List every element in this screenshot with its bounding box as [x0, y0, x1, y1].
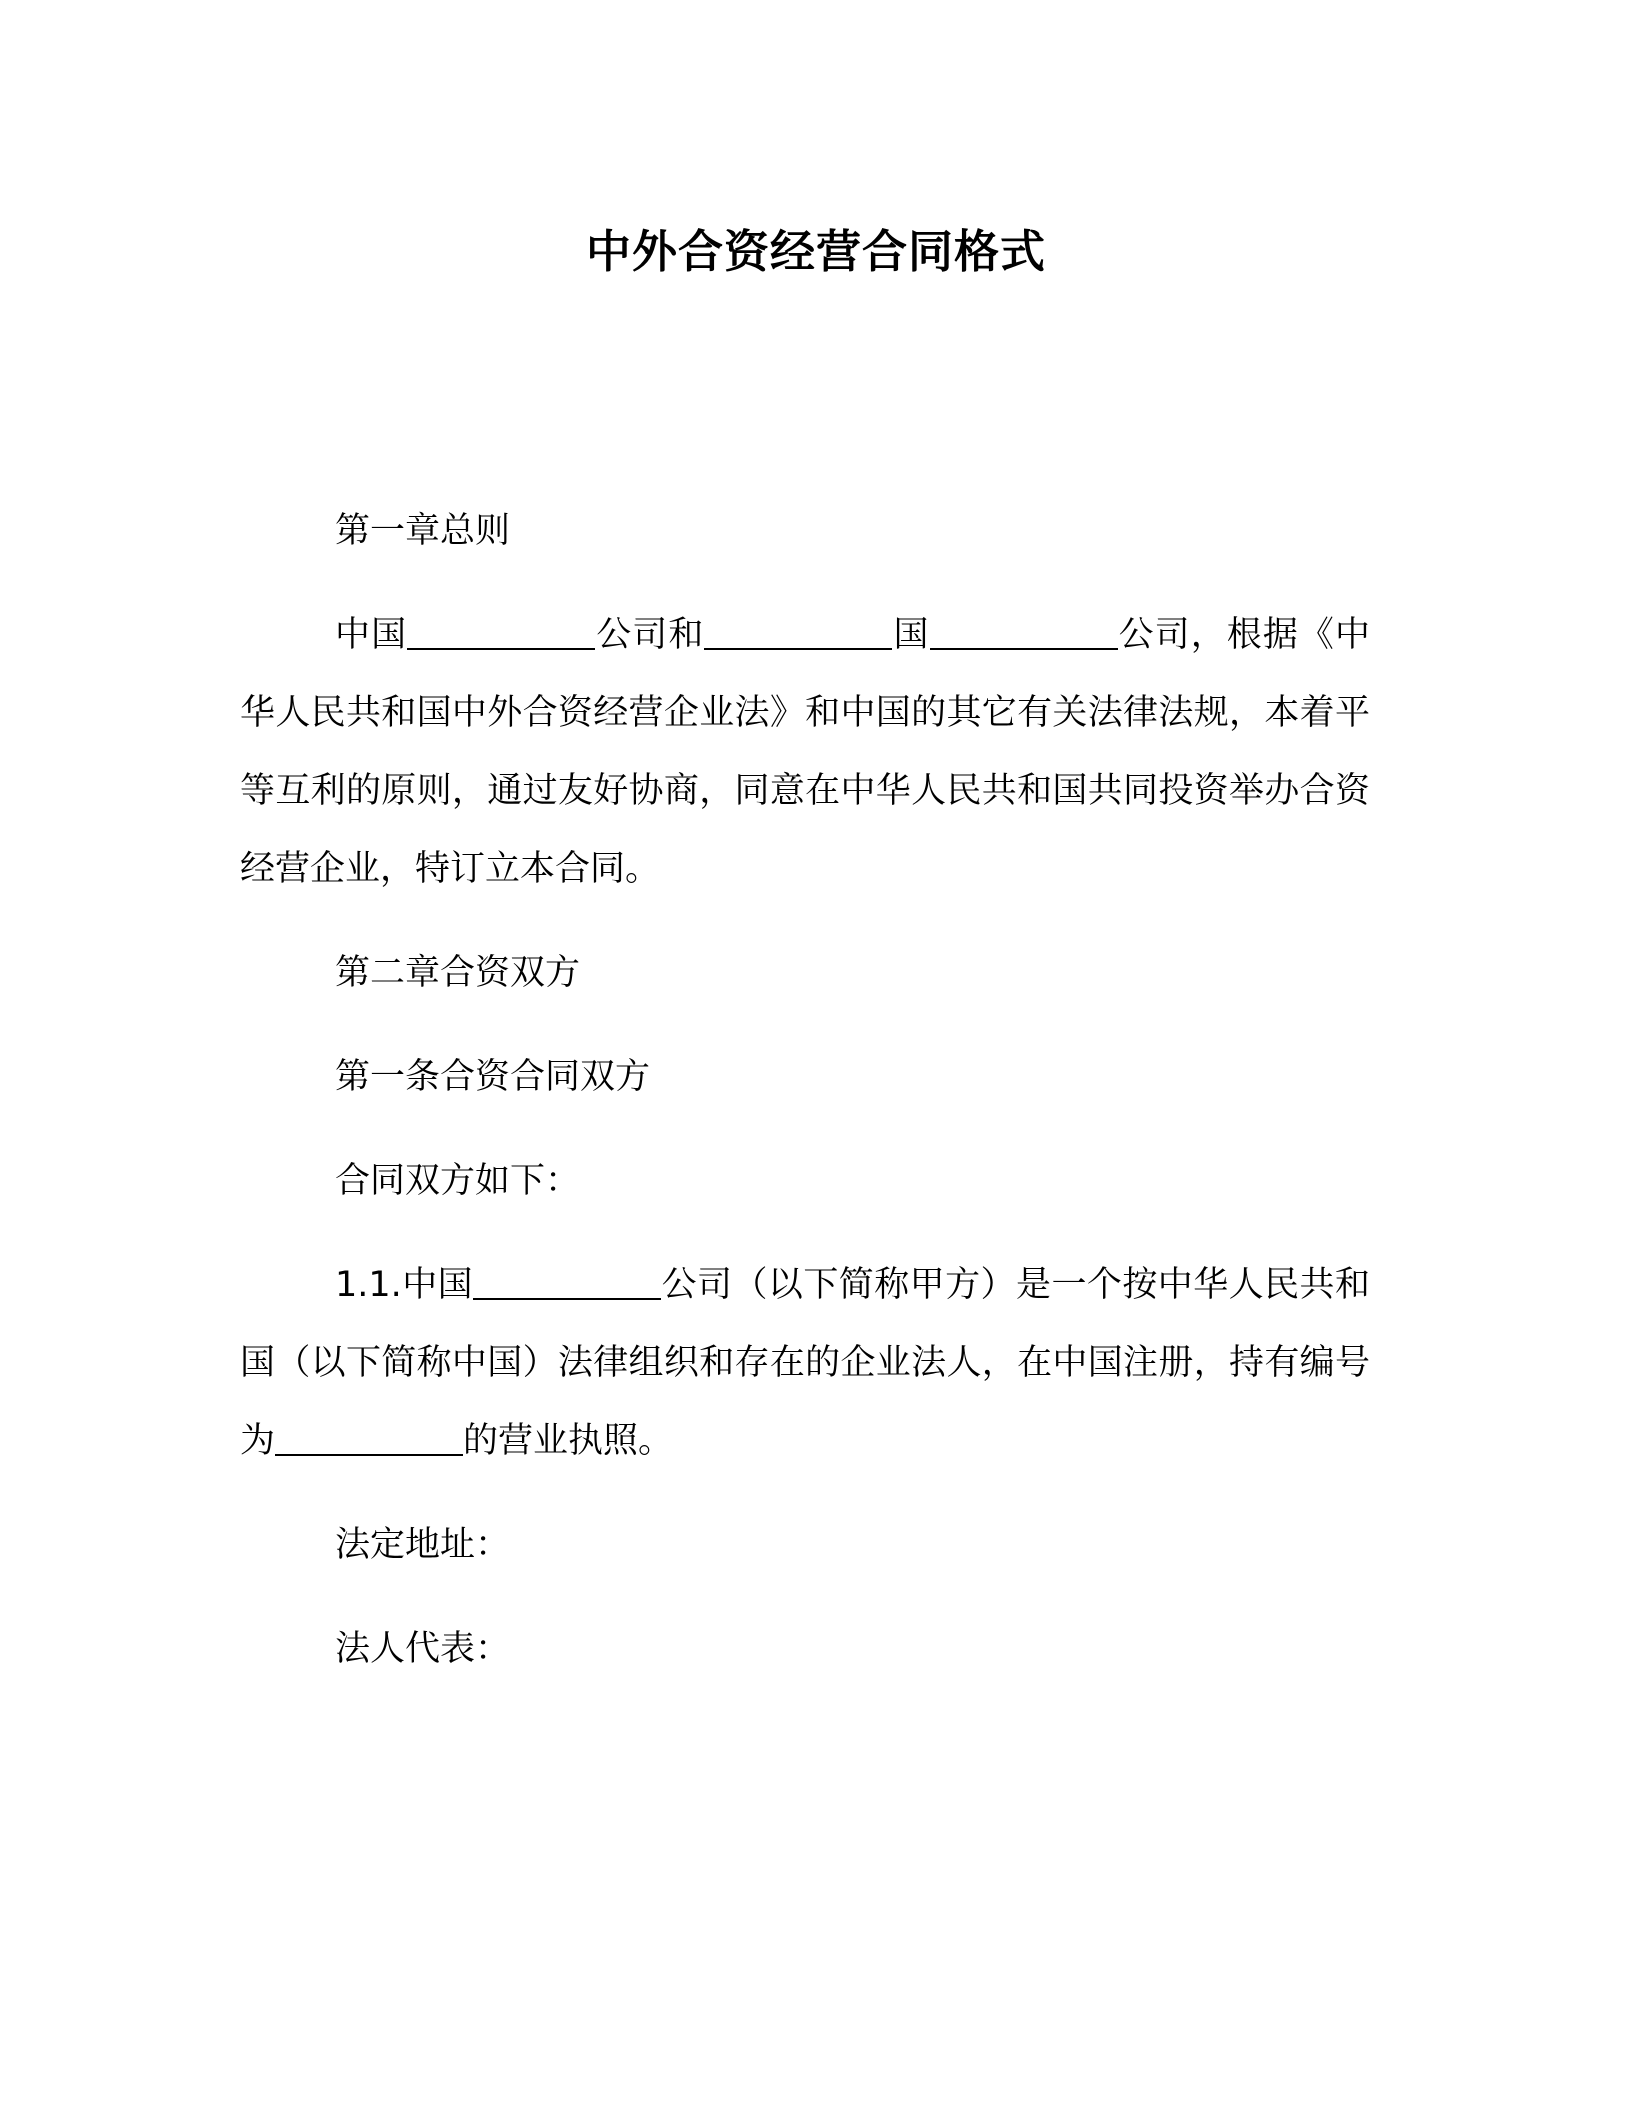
blank-line-foreign-country[interactable]: [704, 613, 892, 650]
preamble-text-rest: 公司，根据《中华人民共和国中外合资经营企业法》和中国的其它有关法律法规，本着平等互利的原则，通过友好协商，同意在中华人民共和国共同投资举办合资经营企业，特订立本合同。: [240, 615, 1370, 889]
chapter-heading-general: 第一章总则: [335, 511, 511, 551]
preamble-text-company-and: 公司和: [595, 615, 705, 655]
blank-line-party-a-company[interactable]: [473, 1263, 661, 1300]
clause-text-end: 的营业执照。: [463, 1421, 674, 1461]
clause-text-start: 1.1.中国: [335, 1265, 474, 1305]
blank-line-china-company[interactable]: [407, 613, 595, 650]
legal-representative-label: 法人代表：: [335, 1629, 511, 1669]
document-body: [240, 492, 1370, 1714]
chapter-heading-parties: 第二章合资双方: [335, 953, 581, 993]
article-heading-parties: 第一条合资合同双方: [335, 1057, 651, 1097]
clause-text-middle: 公司（以下简称甲方）是一个按中华人民共和国（以下简称中国）法律组织和存在的企业法人，在中国注册，持有编号为: [240, 1265, 1370, 1461]
blank-line-foreign-company[interactable]: [930, 613, 1118, 650]
parties-intro: 合同双方如下：: [335, 1161, 581, 1201]
legal-address-label: 法定地址：: [335, 1525, 511, 1565]
preamble-text-country: 国: [892, 615, 930, 655]
clause-1-1: [240, 1246, 1370, 1480]
document-title: 中外合资经营合同格式: [585, 225, 1046, 278]
preamble-paragraph: [240, 596, 1370, 908]
blank-line-license-number[interactable]: [275, 1419, 463, 1456]
preamble-text-china: 中国: [335, 615, 408, 655]
